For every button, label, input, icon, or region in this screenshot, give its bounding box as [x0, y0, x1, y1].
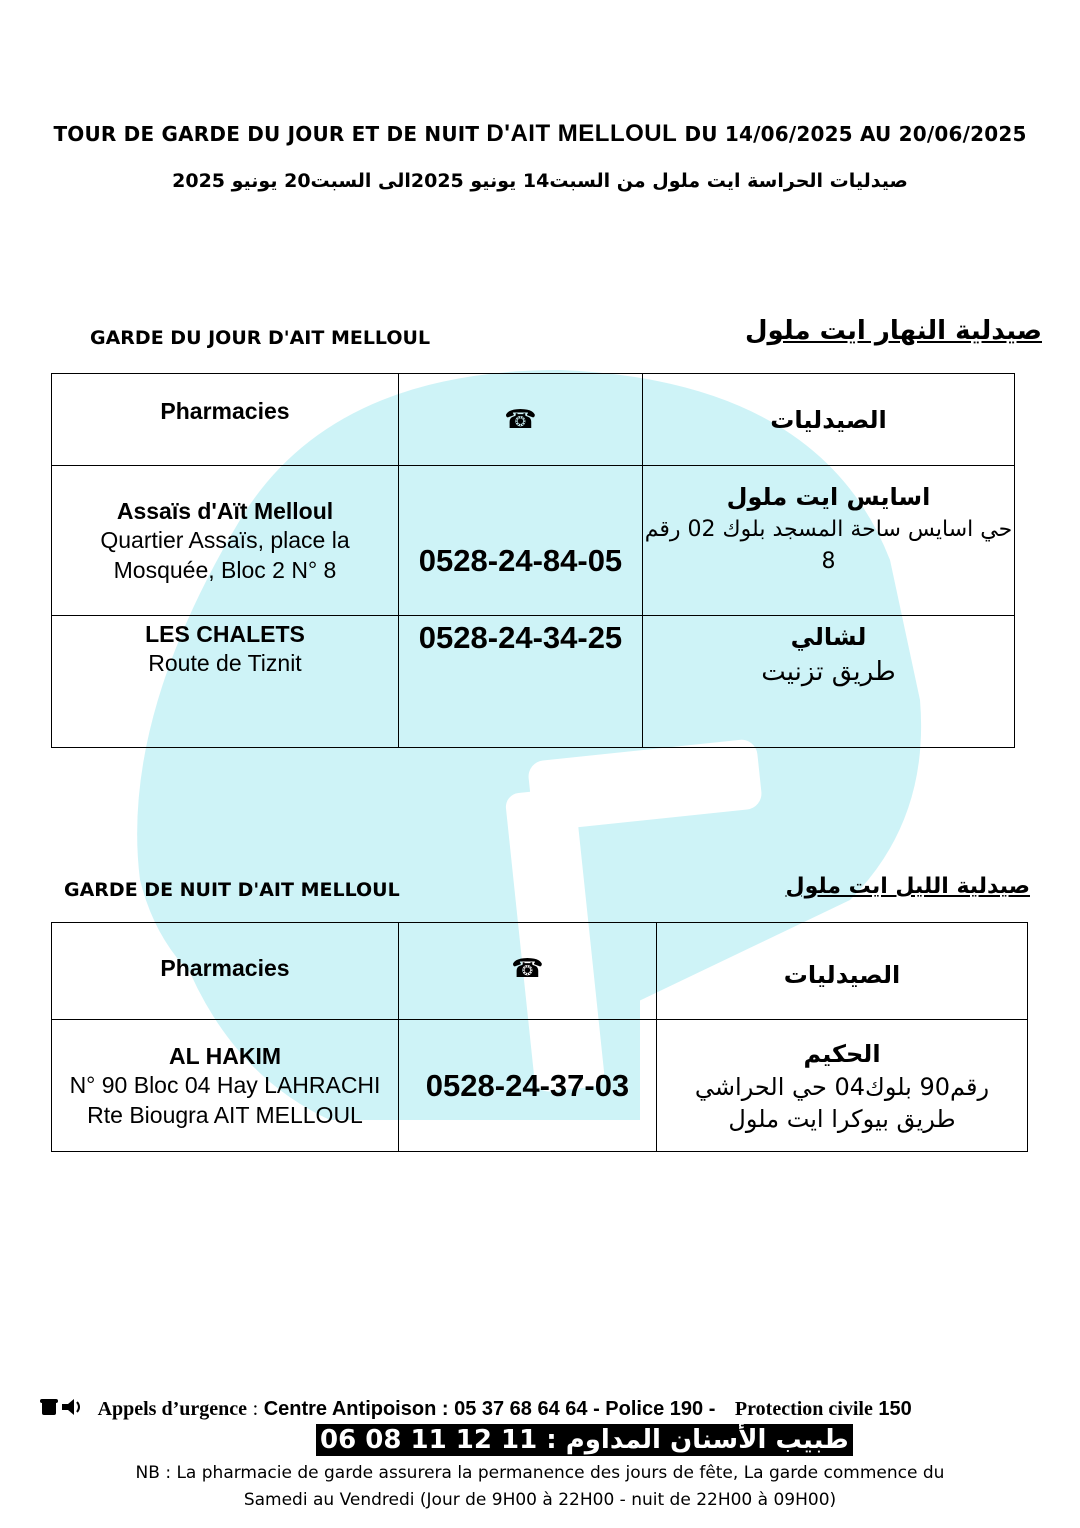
- table-row: [52, 1020, 1028, 1152]
- day-section-title-fr: GARDE DU JOUR D'AIT MELLOUL: [90, 327, 431, 349]
- dentist-on-duty: طبيب الأسنان المداوم : 11 12 11 08 06: [316, 1424, 853, 1456]
- pharmacy-phone-cell: [399, 616, 643, 748]
- pharmacy-ar-cell: [657, 1020, 1028, 1152]
- pharmacy-phone: 0528-24-37-03: [425, 1067, 630, 1103]
- pharmacy-name-ar: الحكيم: [803, 1039, 881, 1068]
- day-section-title-ar: صيدلية النهار ايت ملول: [744, 316, 1042, 346]
- col-header-ar: الصيدليات: [657, 923, 1028, 1020]
- pharmacy-fr-cell: [52, 1020, 399, 1152]
- day-pharmacy-table: [51, 373, 1015, 748]
- pharmacy-phone-cell: [399, 466, 643, 616]
- pharmacy-phone: 0528-24-34-25: [418, 620, 623, 655]
- pharmacy-address-ar: طريق تزنيت: [761, 657, 896, 687]
- phone-speaker-icon: [40, 1396, 84, 1418]
- emergency-calls-line: Appels d’urgence : Centre Antipoison : 05 37 68 64 64 - Police 190 - Protection civile 150: [40, 1396, 1040, 1421]
- main-title-ar: صيدليات الحراسة ايت ملول من السبت14 يونيو 2025الى السبت20 يونيو 2025: [172, 170, 908, 192]
- table-header-row: [52, 374, 1015, 466]
- col-header-phone: [399, 923, 657, 1020]
- col-header-pharmacies: Pharmacies: [52, 923, 399, 1020]
- pharmacy-name: LES CHALETS: [145, 621, 305, 647]
- col-header-ar: الصيدليات: [643, 374, 1015, 466]
- pharmacy-address: Quartier Assaïs, place la Mosquée, Bloc 2 N° 8: [100, 526, 350, 583]
- phone-icon: ☎: [504, 404, 537, 434]
- pharmacy-address: N° 90 Bloc 04 Hay LAHRACHI Rte Biougra AIT MELLOUL: [69, 1071, 381, 1128]
- pharmacy-phone: 0528-24-84-05: [418, 543, 623, 578]
- pharmacy-ar-cell: [643, 616, 1015, 748]
- nb-note: NB : La pharmacie de garde assurera la permanence des jours de fête, La garde commence du Samedi au Vendredi (Jour de 9H00 à 22H00 - nuit de 22H00 à 09H00): [135, 1463, 945, 1510]
- phone-icon: ☎: [511, 953, 544, 983]
- pharmacy-address: Route de Tiznit: [148, 650, 302, 676]
- pharmacy-ar-cell: [643, 466, 1015, 616]
- col-header-phone: [399, 374, 643, 466]
- col-header-pharmacies: Pharmacies: [52, 374, 399, 466]
- night-section-title-ar: صيدلية الليل ايت ملول: [785, 874, 1030, 899]
- night-pharmacy-table: [51, 922, 1028, 1152]
- pharmacy-phone-cell: [399, 1020, 657, 1152]
- pharmacy-fr-cell: [52, 616, 399, 748]
- table-row: [52, 616, 1015, 748]
- pharmacy-address-ar: حي اسايس ساحة المسجد بلوك 02 رقم 8: [644, 516, 1013, 574]
- pharmacy-name-ar: لشالي: [790, 623, 867, 651]
- table-row: [52, 466, 1015, 616]
- pharmacy-name: Assaïs d'Aït Melloul: [116, 497, 334, 524]
- pharmacy-address-ar: رقم90 بلوك04 حي الحراشي طريق بيوكرا ايت ملول: [694, 1072, 990, 1133]
- pharmacy-name-ar: اسايس ايت ملول: [726, 482, 931, 511]
- table-header-row: [52, 923, 1028, 1020]
- pharmacy-fr-cell: [52, 466, 399, 616]
- pharmacy-name: AL HAKIM: [168, 1042, 281, 1069]
- main-title-fr: TOUR DE GARDE DU JOUR ET DE NUIT D'AIT MELLOUL DU 14/06/2025 AU 20/06/2025: [53, 120, 1027, 147]
- night-section-title-fr: GARDE DE NUIT D'AIT MELLOUL: [64, 879, 400, 901]
